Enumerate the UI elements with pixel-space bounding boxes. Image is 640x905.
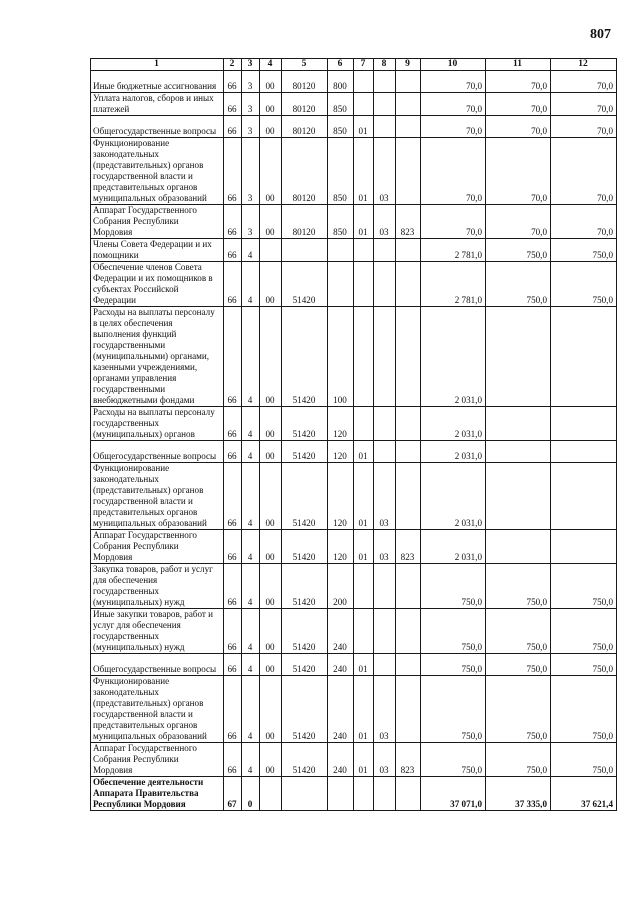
column-header: 7: [354, 59, 374, 71]
department-code: [396, 676, 421, 743]
target-article-code: [282, 239, 328, 262]
program-code: [260, 777, 282, 811]
row-name: Аппарат Государственного Собрания Республики Мордовия: [91, 743, 224, 777]
subchapter-code: 03: [374, 530, 396, 564]
column-header: 11: [486, 59, 551, 71]
chapter-code: [354, 777, 374, 811]
chapter-code: [354, 71, 374, 93]
subchapter-code: [374, 777, 396, 811]
amount-year-3: 70,0: [551, 71, 617, 93]
amount-year-2: 70,0: [486, 138, 551, 205]
amount-year-3: [551, 441, 617, 463]
subchapter-code: 03: [374, 463, 396, 530]
row-name: Иные бюджетные ассигнования: [91, 71, 224, 93]
table-row: [91, 138, 617, 205]
table-row: [91, 743, 617, 777]
chapter-code: 01: [354, 463, 374, 530]
row-name: Общегосударственные вопросы: [91, 654, 224, 676]
expense-type-code: [328, 262, 354, 307]
amount-year-2: 750,0: [486, 654, 551, 676]
amount-year-1: 2 781,0: [421, 262, 486, 307]
subsection-code: 4: [242, 307, 260, 407]
section-code: 66: [224, 530, 242, 564]
subchapter-code: [374, 93, 396, 116]
amount-year-3: 70,0: [551, 116, 617, 138]
subchapter-code: 03: [374, 205, 396, 239]
target-article-code: 51420: [282, 654, 328, 676]
amount-year-1: 70,0: [421, 93, 486, 116]
subsection-code: 4: [242, 676, 260, 743]
amount-year-3: 750,0: [551, 564, 617, 609]
amount-year-2: 750,0: [486, 743, 551, 777]
section-code: 66: [224, 93, 242, 116]
amount-year-3: 70,0: [551, 93, 617, 116]
column-header: 6: [328, 59, 354, 71]
target-article-code: 80120: [282, 205, 328, 239]
chapter-code: 01: [354, 676, 374, 743]
amount-year-1: 2 031,0: [421, 530, 486, 564]
subsection-code: 4: [242, 441, 260, 463]
section-code: 66: [224, 138, 242, 205]
row-name: Члены Совета Федерации и их помощники: [91, 239, 224, 262]
row-name: Аппарат Государственного Собрания Республики Мордовия: [91, 205, 224, 239]
chapter-code: 01: [354, 743, 374, 777]
expense-type-code: 850: [328, 138, 354, 205]
subchapter-code: [374, 407, 396, 441]
program-code: 00: [260, 530, 282, 564]
amount-year-2: 750,0: [486, 609, 551, 654]
table-row: [91, 205, 617, 239]
expense-type-code: 240: [328, 743, 354, 777]
amount-year-1: 750,0: [421, 654, 486, 676]
amount-year-2: 70,0: [486, 71, 551, 93]
target-article-code: 51420: [282, 676, 328, 743]
amount-year-1: 2 031,0: [421, 441, 486, 463]
column-header: 4: [260, 59, 282, 71]
chapter-code: [354, 307, 374, 407]
amount-year-3: 750,0: [551, 676, 617, 743]
program-code: 00: [260, 654, 282, 676]
department-code: [396, 71, 421, 93]
subchapter-code: [374, 307, 396, 407]
target-article-code: 51420: [282, 441, 328, 463]
subsection-code: 4: [242, 564, 260, 609]
program-code: 00: [260, 205, 282, 239]
row-name: Иные закупки товаров, работ и услуг для обеспечения государственных (муниципальных) нужд: [91, 609, 224, 654]
section-code: 66: [224, 463, 242, 530]
row-name: Обеспечение деятельности Аппарата Правительства Республики Мордовия: [91, 777, 224, 811]
chapter-code: 01: [354, 116, 374, 138]
amount-year-2: 37 335,0: [486, 777, 551, 811]
expense-type-code: 850: [328, 205, 354, 239]
amount-year-2: 750,0: [486, 239, 551, 262]
subsection-code: 3: [242, 71, 260, 93]
program-code: [260, 239, 282, 262]
expense-type-code: 120: [328, 463, 354, 530]
section-code: 66: [224, 609, 242, 654]
amount-year-3: 37 621,4: [551, 777, 617, 811]
amount-year-1: 2 031,0: [421, 407, 486, 441]
amount-year-3: 70,0: [551, 205, 617, 239]
program-code: 00: [260, 71, 282, 93]
column-header: 8: [374, 59, 396, 71]
subsection-code: 4: [242, 530, 260, 564]
amount-year-3: 750,0: [551, 609, 617, 654]
amount-year-2: [486, 407, 551, 441]
row-name: Аппарат Государственного Собрания Республики Мордовия: [91, 530, 224, 564]
expense-type-code: 100: [328, 307, 354, 407]
column-header: 9: [396, 59, 421, 71]
amount-year-3: 750,0: [551, 262, 617, 307]
table-row: [91, 676, 617, 743]
section-code: 66: [224, 307, 242, 407]
subchapter-code: [374, 239, 396, 262]
table-row: [91, 239, 617, 262]
subsection-code: 3: [242, 138, 260, 205]
target-article-code: 51420: [282, 307, 328, 407]
row-name: Функционирование законодательных (представительных) органов государственной власти и представительных органов муниципальных образований: [91, 138, 224, 205]
department-code: [396, 116, 421, 138]
column-number-row: [91, 59, 617, 71]
department-code: 823: [396, 743, 421, 777]
program-code: 00: [260, 441, 282, 463]
amount-year-1: 70,0: [421, 116, 486, 138]
program-code: 00: [260, 116, 282, 138]
table-row: [91, 407, 617, 441]
amount-year-2: [486, 530, 551, 564]
amount-year-1: 750,0: [421, 609, 486, 654]
chapter-code: [354, 564, 374, 609]
amount-year-3: 750,0: [551, 654, 617, 676]
amount-year-1: 750,0: [421, 743, 486, 777]
expense-type-code: 850: [328, 116, 354, 138]
table-row: [91, 116, 617, 138]
column-header: 12: [551, 59, 617, 71]
amount-year-2: 70,0: [486, 205, 551, 239]
department-code: [396, 609, 421, 654]
department-code: [396, 564, 421, 609]
amount-year-1: 70,0: [421, 71, 486, 93]
expense-type-code: [328, 239, 354, 262]
row-name: Функционирование законодательных (представительных) органов государственной власти и представительных органов муниципальных образований: [91, 463, 224, 530]
program-code: 00: [260, 564, 282, 609]
subchapter-code: 03: [374, 743, 396, 777]
amount-year-1: 2 781,0: [421, 239, 486, 262]
row-name: Расходы на выплаты персоналу в целях обеспечения выполнения функций государственными (муниципальными) органами, казенными учреждениями, органами управления государственными внебюджетными фондами: [91, 307, 224, 407]
section-code: 66: [224, 71, 242, 93]
department-code: [396, 463, 421, 530]
chapter-code: [354, 239, 374, 262]
chapter-code: [354, 407, 374, 441]
subchapter-code: [374, 116, 396, 138]
amount-year-1: 2 031,0: [421, 463, 486, 530]
amount-year-3: [551, 530, 617, 564]
subsection-code: 3: [242, 205, 260, 239]
target-article-code: 51420: [282, 564, 328, 609]
subsection-code: 4: [242, 239, 260, 262]
budget-table: [90, 58, 617, 811]
section-code: 66: [224, 654, 242, 676]
amount-year-2: 750,0: [486, 262, 551, 307]
amount-year-2: 70,0: [486, 93, 551, 116]
chapter-code: [354, 609, 374, 654]
row-name: Общегосударственные вопросы: [91, 116, 224, 138]
column-header: 1: [91, 59, 224, 71]
table-row: [91, 609, 617, 654]
program-code: 00: [260, 138, 282, 205]
expense-type-code: 240: [328, 676, 354, 743]
target-article-code: [282, 777, 328, 811]
section-code: 66: [224, 262, 242, 307]
department-code: 823: [396, 205, 421, 239]
section-code: 66: [224, 441, 242, 463]
amount-year-3: 70,0: [551, 138, 617, 205]
expense-type-code: 850: [328, 93, 354, 116]
program-code: 00: [260, 93, 282, 116]
expense-type-code: 200: [328, 564, 354, 609]
chapter-code: 01: [354, 205, 374, 239]
subsection-code: 4: [242, 407, 260, 441]
program-code: 00: [260, 609, 282, 654]
program-code: 00: [260, 407, 282, 441]
expense-type-code: 120: [328, 407, 354, 441]
expense-type-code: 240: [328, 609, 354, 654]
program-code: 00: [260, 743, 282, 777]
chapter-code: 01: [354, 441, 374, 463]
subsection-code: 0: [242, 777, 260, 811]
section-code: 66: [224, 116, 242, 138]
amount-year-3: [551, 463, 617, 530]
table-row: [91, 564, 617, 609]
program-code: 00: [260, 307, 282, 407]
row-name: Функционирование законодательных (представительных) органов государственной власти и представительных органов муниципальных образований: [91, 676, 224, 743]
target-article-code: 51420: [282, 530, 328, 564]
department-code: [396, 654, 421, 676]
column-header: 5: [282, 59, 328, 71]
target-article-code: 51420: [282, 463, 328, 530]
amount-year-2: [486, 441, 551, 463]
target-article-code: 80120: [282, 71, 328, 93]
row-name: Уплата налогов, сборов и иных платежей: [91, 93, 224, 116]
subchapter-code: [374, 654, 396, 676]
subchapter-code: [374, 71, 396, 93]
subchapter-code: [374, 564, 396, 609]
program-code: 00: [260, 262, 282, 307]
section-code: 66: [224, 564, 242, 609]
section-code: 67: [224, 777, 242, 811]
amount-year-2: [486, 307, 551, 407]
amount-year-2: [486, 463, 551, 530]
subsection-code: 3: [242, 116, 260, 138]
expense-type-code: 240: [328, 654, 354, 676]
department-code: [396, 777, 421, 811]
section-code: 66: [224, 407, 242, 441]
chapter-code: 01: [354, 138, 374, 205]
amount-year-2: 750,0: [486, 564, 551, 609]
table-row: [91, 441, 617, 463]
amount-year-1: 70,0: [421, 205, 486, 239]
subsection-code: 4: [242, 609, 260, 654]
table-row: [91, 530, 617, 564]
amount-year-1: 750,0: [421, 676, 486, 743]
row-name: Общегосударственные вопросы: [91, 441, 224, 463]
amount-year-3: 750,0: [551, 743, 617, 777]
amount-year-3: [551, 307, 617, 407]
table-row: [91, 262, 617, 307]
table-row: [91, 307, 617, 407]
amount-year-1: 70,0: [421, 138, 486, 205]
amount-year-1: 750,0: [421, 564, 486, 609]
subsection-code: 4: [242, 262, 260, 307]
table-row: [91, 93, 617, 116]
department-code: [396, 93, 421, 116]
table-row: [91, 777, 617, 811]
subsection-code: 3: [242, 93, 260, 116]
expense-type-code: [328, 777, 354, 811]
chapter-code: 01: [354, 530, 374, 564]
expense-type-code: 120: [328, 530, 354, 564]
expense-type-code: 120: [328, 441, 354, 463]
department-code: [396, 138, 421, 205]
program-code: 00: [260, 676, 282, 743]
subchapter-code: 03: [374, 138, 396, 205]
subchapter-code: [374, 441, 396, 463]
target-article-code: 80120: [282, 138, 328, 205]
table-body: [91, 71, 617, 811]
department-code: [396, 239, 421, 262]
column-header: 2: [224, 59, 242, 71]
row-name: Закупка товаров, работ и услуг для обеспечения государственных (муниципальных) нужд: [91, 564, 224, 609]
amount-year-2: 750,0: [486, 676, 551, 743]
department-code: [396, 307, 421, 407]
page-number: 807: [590, 27, 611, 42]
subsection-code: 4: [242, 463, 260, 530]
chapter-code: [354, 262, 374, 307]
section-code: 66: [224, 205, 242, 239]
subchapter-code: [374, 609, 396, 654]
amount-year-1: 37 071,0: [421, 777, 486, 811]
department-code: [396, 441, 421, 463]
department-code: [396, 407, 421, 441]
row-name: Расходы на выплаты персоналу государственных (муниципальных) органов: [91, 407, 224, 441]
target-article-code: 51420: [282, 407, 328, 441]
target-article-code: 80120: [282, 116, 328, 138]
expense-type-code: 800: [328, 71, 354, 93]
section-code: 66: [224, 676, 242, 743]
subsection-code: 4: [242, 743, 260, 777]
table-row: [91, 654, 617, 676]
department-code: 823: [396, 530, 421, 564]
department-code: [396, 262, 421, 307]
target-article-code: 80120: [282, 93, 328, 116]
chapter-code: [354, 93, 374, 116]
subchapter-code: [374, 262, 396, 307]
column-header: 3: [242, 59, 260, 71]
subsection-code: 4: [242, 654, 260, 676]
section-code: 66: [224, 239, 242, 262]
amount-year-3: [551, 407, 617, 441]
amount-year-1: 2 031,0: [421, 307, 486, 407]
table-row: [91, 71, 617, 93]
column-header: 10: [421, 59, 486, 71]
target-article-code: 51420: [282, 743, 328, 777]
target-article-code: 51420: [282, 262, 328, 307]
chapter-code: 01: [354, 654, 374, 676]
row-name: Обеспечение членов Совета Федерации и их помощников в субъектах Российской Федерации: [91, 262, 224, 307]
subchapter-code: 03: [374, 676, 396, 743]
section-code: 66: [224, 743, 242, 777]
target-article-code: 51420: [282, 609, 328, 654]
program-code: 00: [260, 463, 282, 530]
table-row: [91, 463, 617, 530]
amount-year-3: 750,0: [551, 239, 617, 262]
amount-year-2: 70,0: [486, 116, 551, 138]
